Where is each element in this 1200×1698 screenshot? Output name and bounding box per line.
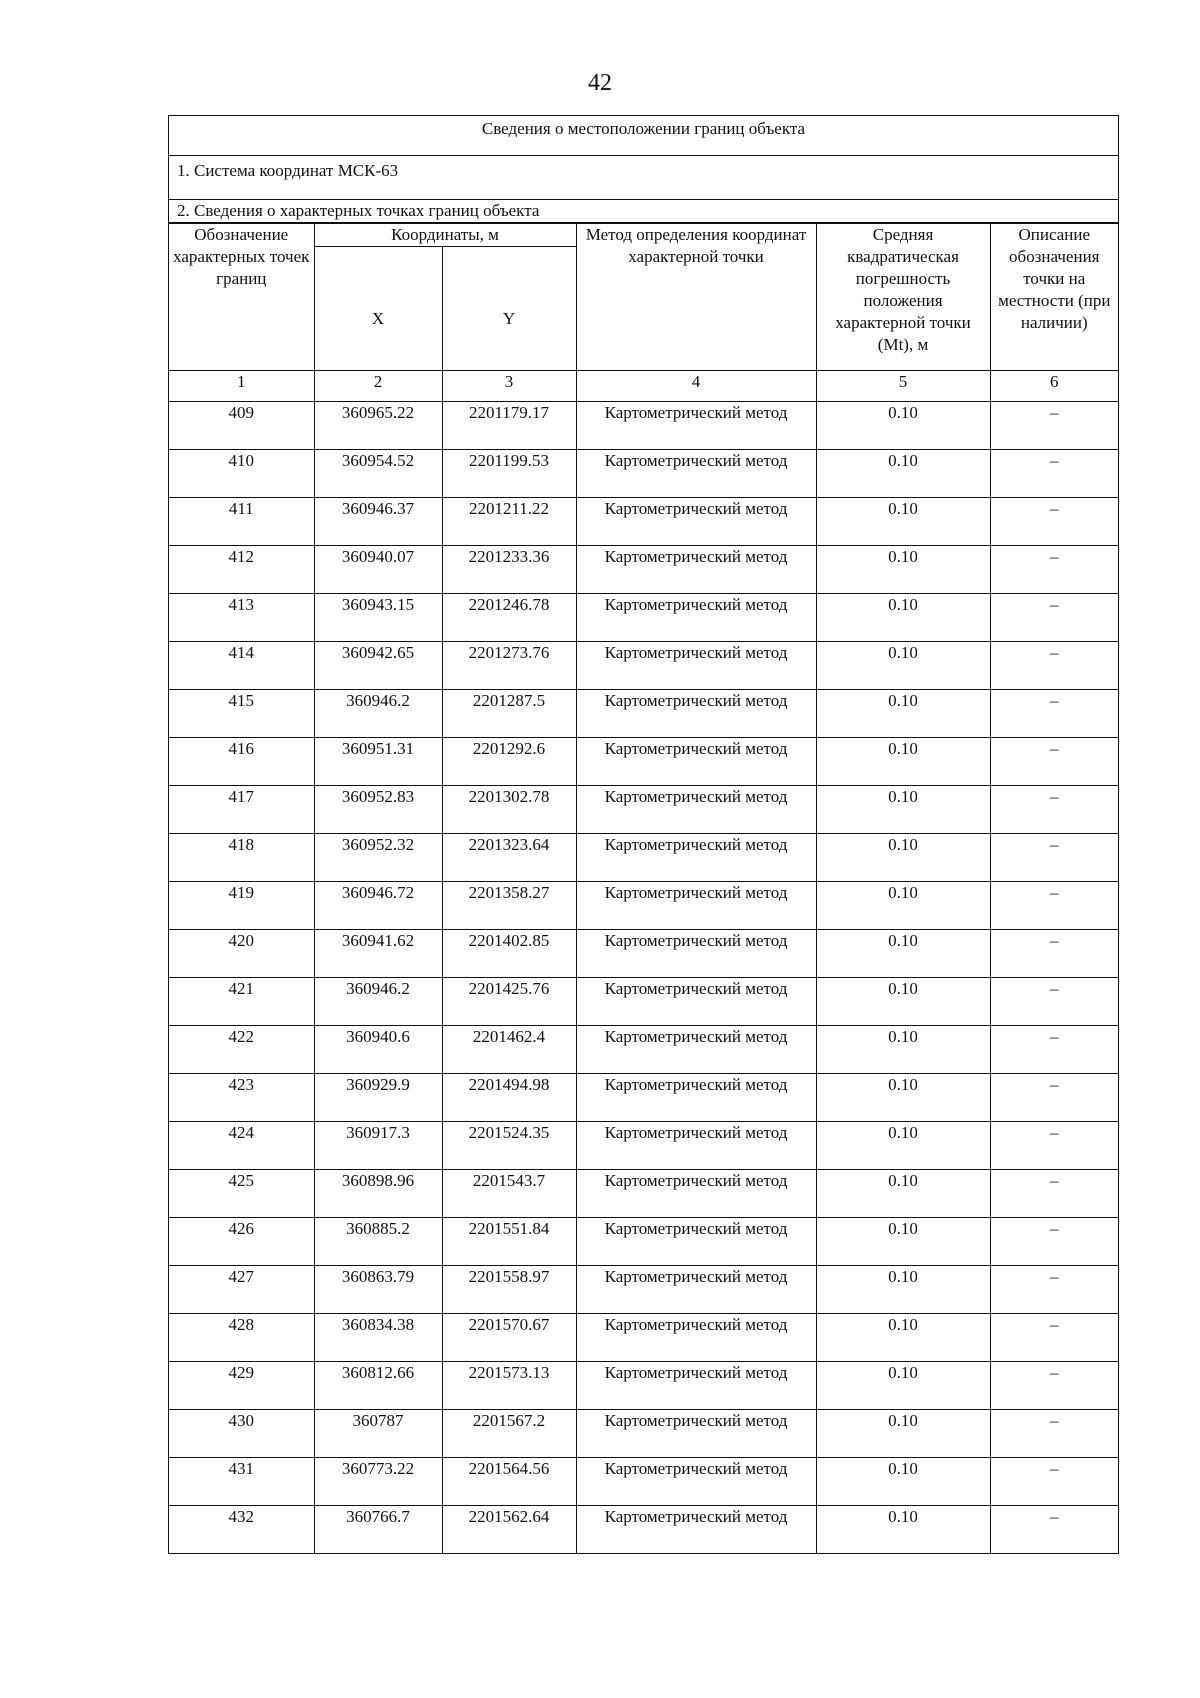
error-cell: 0.10 xyxy=(816,1410,990,1458)
table-row xyxy=(169,930,1118,978)
method-cell: Картометрический метод xyxy=(576,930,816,978)
y-coordinate-cell: 2201179.17 xyxy=(442,402,576,450)
description-cell: – xyxy=(990,1170,1118,1218)
error-cell: 0.10 xyxy=(816,1218,990,1266)
error-cell: 0.10 xyxy=(816,1266,990,1314)
error-cell: 0.10 xyxy=(816,402,990,450)
error-cell: 0.10 xyxy=(816,1026,990,1074)
point-id-cell: 430 xyxy=(169,1410,314,1458)
method-cell: Картометрический метод xyxy=(576,1218,816,1266)
table-row xyxy=(169,1458,1118,1506)
point-id-cell: 418 xyxy=(169,834,314,882)
points-table-body xyxy=(169,402,1118,1554)
error-cell: 0.10 xyxy=(816,498,990,546)
y-coordinate-cell: 2201462.4 xyxy=(442,1026,576,1074)
table-row xyxy=(169,1170,1118,1218)
description-cell: – xyxy=(990,1026,1118,1074)
method-cell: Картометрический метод xyxy=(576,1362,816,1410)
y-coordinate-cell: 2201402.85 xyxy=(442,930,576,978)
column-number-row xyxy=(169,371,1118,402)
error-cell: 0.10 xyxy=(816,450,990,498)
x-coordinate-cell: 360946.2 xyxy=(314,690,442,738)
description-cell: – xyxy=(990,594,1118,642)
error-cell: 0.10 xyxy=(816,930,990,978)
table-row xyxy=(169,450,1118,498)
y-coordinate-cell: 2201567.2 xyxy=(442,1410,576,1458)
point-id-cell: 420 xyxy=(169,930,314,978)
description-cell: – xyxy=(990,1410,1118,1458)
error-cell: 0.10 xyxy=(816,642,990,690)
table-row xyxy=(169,1074,1118,1122)
column-number: 2 xyxy=(314,371,442,402)
method-cell: Картометрический метод xyxy=(576,978,816,1026)
table-header-row-1 xyxy=(169,224,1118,247)
x-coordinate-cell: 360942.65 xyxy=(314,642,442,690)
header-x: X xyxy=(314,247,442,371)
method-cell: Картометрический метод xyxy=(576,1026,816,1074)
coordinate-system-line: 1. Система координат МСК-63 xyxy=(169,156,1118,200)
table-row xyxy=(169,1218,1118,1266)
description-cell: – xyxy=(990,1122,1118,1170)
y-coordinate-cell: 2201573.13 xyxy=(442,1362,576,1410)
header-designation: Обозначение характерных точек границ xyxy=(169,224,314,371)
x-coordinate-cell: 360946.2 xyxy=(314,978,442,1026)
x-coordinate-cell: 360787 xyxy=(314,1410,442,1458)
point-id-cell: 426 xyxy=(169,1218,314,1266)
y-coordinate-cell: 2201562.64 xyxy=(442,1506,576,1554)
table-row xyxy=(169,1314,1118,1362)
point-id-cell: 412 xyxy=(169,546,314,594)
description-cell: – xyxy=(990,1506,1118,1554)
point-id-cell: 428 xyxy=(169,1314,314,1362)
y-coordinate-cell: 2201211.22 xyxy=(442,498,576,546)
header-coordinates: Координаты, м xyxy=(314,224,576,247)
y-coordinate-cell: 2201233.36 xyxy=(442,546,576,594)
method-cell: Картометрический метод xyxy=(576,834,816,882)
description-cell: – xyxy=(990,738,1118,786)
y-coordinate-cell: 2201558.97 xyxy=(442,1266,576,1314)
point-id-cell: 431 xyxy=(169,1458,314,1506)
x-coordinate-cell: 360952.32 xyxy=(314,834,442,882)
description-cell: – xyxy=(990,1218,1118,1266)
x-coordinate-cell: 360929.9 xyxy=(314,1074,442,1122)
y-coordinate-cell: 2201494.98 xyxy=(442,1074,576,1122)
x-coordinate-cell: 360812.66 xyxy=(314,1362,442,1410)
table-row xyxy=(169,690,1118,738)
column-number: 4 xyxy=(576,371,816,402)
table-row xyxy=(169,402,1118,450)
y-coordinate-cell: 2201199.53 xyxy=(442,450,576,498)
x-coordinate-cell: 360773.22 xyxy=(314,1458,442,1506)
column-number: 5 xyxy=(816,371,990,402)
method-cell: Картометрический метод xyxy=(576,690,816,738)
method-cell: Картометрический метод xyxy=(576,1074,816,1122)
table-row xyxy=(169,1410,1118,1458)
description-cell: – xyxy=(990,498,1118,546)
point-id-cell: 424 xyxy=(169,1122,314,1170)
page-number: 42 xyxy=(588,70,612,96)
description-cell: – xyxy=(990,978,1118,1026)
description-cell: – xyxy=(990,642,1118,690)
table-row xyxy=(169,642,1118,690)
method-cell: Картометрический метод xyxy=(576,594,816,642)
error-cell: 0.10 xyxy=(816,1362,990,1410)
x-coordinate-cell: 360940.6 xyxy=(314,1026,442,1074)
point-id-cell: 409 xyxy=(169,402,314,450)
method-cell: Картометрический метод xyxy=(576,402,816,450)
point-id-cell: 414 xyxy=(169,642,314,690)
error-cell: 0.10 xyxy=(816,1458,990,1506)
header-description: Описание обозначения точки на местности (при наличии) xyxy=(990,224,1118,371)
table-row xyxy=(169,1026,1118,1074)
point-id-cell: 423 xyxy=(169,1074,314,1122)
point-id-cell: 415 xyxy=(169,690,314,738)
x-coordinate-cell: 360946.72 xyxy=(314,882,442,930)
y-coordinate-cell: 2201358.27 xyxy=(442,882,576,930)
y-coordinate-cell: 2201287.5 xyxy=(442,690,576,738)
description-cell: – xyxy=(990,690,1118,738)
method-cell: Картометрический метод xyxy=(576,498,816,546)
x-coordinate-cell: 360946.37 xyxy=(314,498,442,546)
boundary-info-frame xyxy=(168,115,1119,1554)
table-row xyxy=(169,546,1118,594)
table-row xyxy=(169,1506,1118,1554)
description-cell: – xyxy=(990,1458,1118,1506)
document-title: Сведения о местоположении границ объекта xyxy=(169,116,1118,156)
method-cell: Картометрический метод xyxy=(576,1410,816,1458)
y-coordinate-cell: 2201425.76 xyxy=(442,978,576,1026)
column-number: 3 xyxy=(442,371,576,402)
description-cell: – xyxy=(990,1266,1118,1314)
error-cell: 0.10 xyxy=(816,1314,990,1362)
point-id-cell: 429 xyxy=(169,1362,314,1410)
x-coordinate-cell: 360885.2 xyxy=(314,1218,442,1266)
x-coordinate-cell: 360898.96 xyxy=(314,1170,442,1218)
error-cell: 0.10 xyxy=(816,978,990,1026)
point-id-cell: 417 xyxy=(169,786,314,834)
x-coordinate-cell: 360954.52 xyxy=(314,450,442,498)
table-row xyxy=(169,738,1118,786)
x-coordinate-cell: 360952.83 xyxy=(314,786,442,834)
description-cell: – xyxy=(990,450,1118,498)
table-row xyxy=(169,1266,1118,1314)
description-cell: – xyxy=(990,882,1118,930)
y-coordinate-cell: 2201551.84 xyxy=(442,1218,576,1266)
error-cell: 0.10 xyxy=(816,1170,990,1218)
method-cell: Картометрический метод xyxy=(576,882,816,930)
y-coordinate-cell: 2201564.56 xyxy=(442,1458,576,1506)
description-cell: – xyxy=(990,1362,1118,1410)
method-cell: Картометрический метод xyxy=(576,1122,816,1170)
point-id-cell: 413 xyxy=(169,594,314,642)
error-cell: 0.10 xyxy=(816,1506,990,1554)
table-row xyxy=(169,594,1118,642)
method-cell: Картометрический метод xyxy=(576,1314,816,1362)
x-coordinate-cell: 360940.07 xyxy=(314,546,442,594)
description-cell: – xyxy=(990,1074,1118,1122)
y-coordinate-cell: 2201292.6 xyxy=(442,738,576,786)
description-cell: – xyxy=(990,546,1118,594)
method-cell: Картометрический метод xyxy=(576,738,816,786)
table-row xyxy=(169,882,1118,930)
x-coordinate-cell: 360917.3 xyxy=(314,1122,442,1170)
error-cell: 0.10 xyxy=(816,546,990,594)
error-cell: 0.10 xyxy=(816,738,990,786)
table-row xyxy=(169,834,1118,882)
point-id-cell: 432 xyxy=(169,1506,314,1554)
error-cell: 0.10 xyxy=(816,1074,990,1122)
section-heading: 2. Сведения о характерных точках границ объекта xyxy=(169,200,1118,223)
x-coordinate-cell: 360941.62 xyxy=(314,930,442,978)
description-cell: – xyxy=(990,834,1118,882)
method-cell: Картометрический метод xyxy=(576,450,816,498)
error-cell: 0.10 xyxy=(816,1122,990,1170)
point-id-cell: 421 xyxy=(169,978,314,1026)
y-coordinate-cell: 2201273.76 xyxy=(442,642,576,690)
error-cell: 0.10 xyxy=(816,834,990,882)
method-cell: Картометрический метод xyxy=(576,642,816,690)
x-coordinate-cell: 360863.79 xyxy=(314,1266,442,1314)
table-row xyxy=(169,1362,1118,1410)
method-cell: Картометрический метод xyxy=(576,1506,816,1554)
error-cell: 0.10 xyxy=(816,882,990,930)
method-cell: Картометрический метод xyxy=(576,786,816,834)
x-coordinate-cell: 360766.7 xyxy=(314,1506,442,1554)
y-coordinate-cell: 2201302.78 xyxy=(442,786,576,834)
point-id-cell: 427 xyxy=(169,1266,314,1314)
header-y: Y xyxy=(442,247,576,371)
y-coordinate-cell: 2201323.64 xyxy=(442,834,576,882)
description-cell: – xyxy=(990,930,1118,978)
table-row xyxy=(169,978,1118,1026)
column-number: 6 xyxy=(990,371,1118,402)
error-cell: 0.10 xyxy=(816,786,990,834)
y-coordinate-cell: 2201570.67 xyxy=(442,1314,576,1362)
y-coordinate-cell: 2201524.35 xyxy=(442,1122,576,1170)
error-cell: 0.10 xyxy=(816,690,990,738)
description-cell: – xyxy=(990,786,1118,834)
x-coordinate-cell: 360834.38 xyxy=(314,1314,442,1362)
x-coordinate-cell: 360943.15 xyxy=(314,594,442,642)
point-id-cell: 411 xyxy=(169,498,314,546)
point-id-cell: 410 xyxy=(169,450,314,498)
point-id-cell: 416 xyxy=(169,738,314,786)
method-cell: Картометрический метод xyxy=(576,1458,816,1506)
point-id-cell: 419 xyxy=(169,882,314,930)
header-method: Метод определения координат характерной точки xyxy=(576,224,816,371)
table-row xyxy=(169,1122,1118,1170)
method-cell: Картометрический метод xyxy=(576,1170,816,1218)
method-cell: Картометрический метод xyxy=(576,546,816,594)
y-coordinate-cell: 2201246.78 xyxy=(442,594,576,642)
point-id-cell: 422 xyxy=(169,1026,314,1074)
table-row xyxy=(169,786,1118,834)
column-number: 1 xyxy=(169,371,314,402)
header-error: Средняя квадратическая погрешность положения характерной точки (Mt), м xyxy=(816,224,990,371)
description-cell: – xyxy=(990,402,1118,450)
x-coordinate-cell: 360965.22 xyxy=(314,402,442,450)
points-table xyxy=(169,223,1118,1554)
method-cell: Картометрический метод xyxy=(576,1266,816,1314)
point-id-cell: 425 xyxy=(169,1170,314,1218)
x-coordinate-cell: 360951.31 xyxy=(314,738,442,786)
table-row xyxy=(169,498,1118,546)
description-cell: – xyxy=(990,1314,1118,1362)
y-coordinate-cell: 2201543.7 xyxy=(442,1170,576,1218)
error-cell: 0.10 xyxy=(816,594,990,642)
